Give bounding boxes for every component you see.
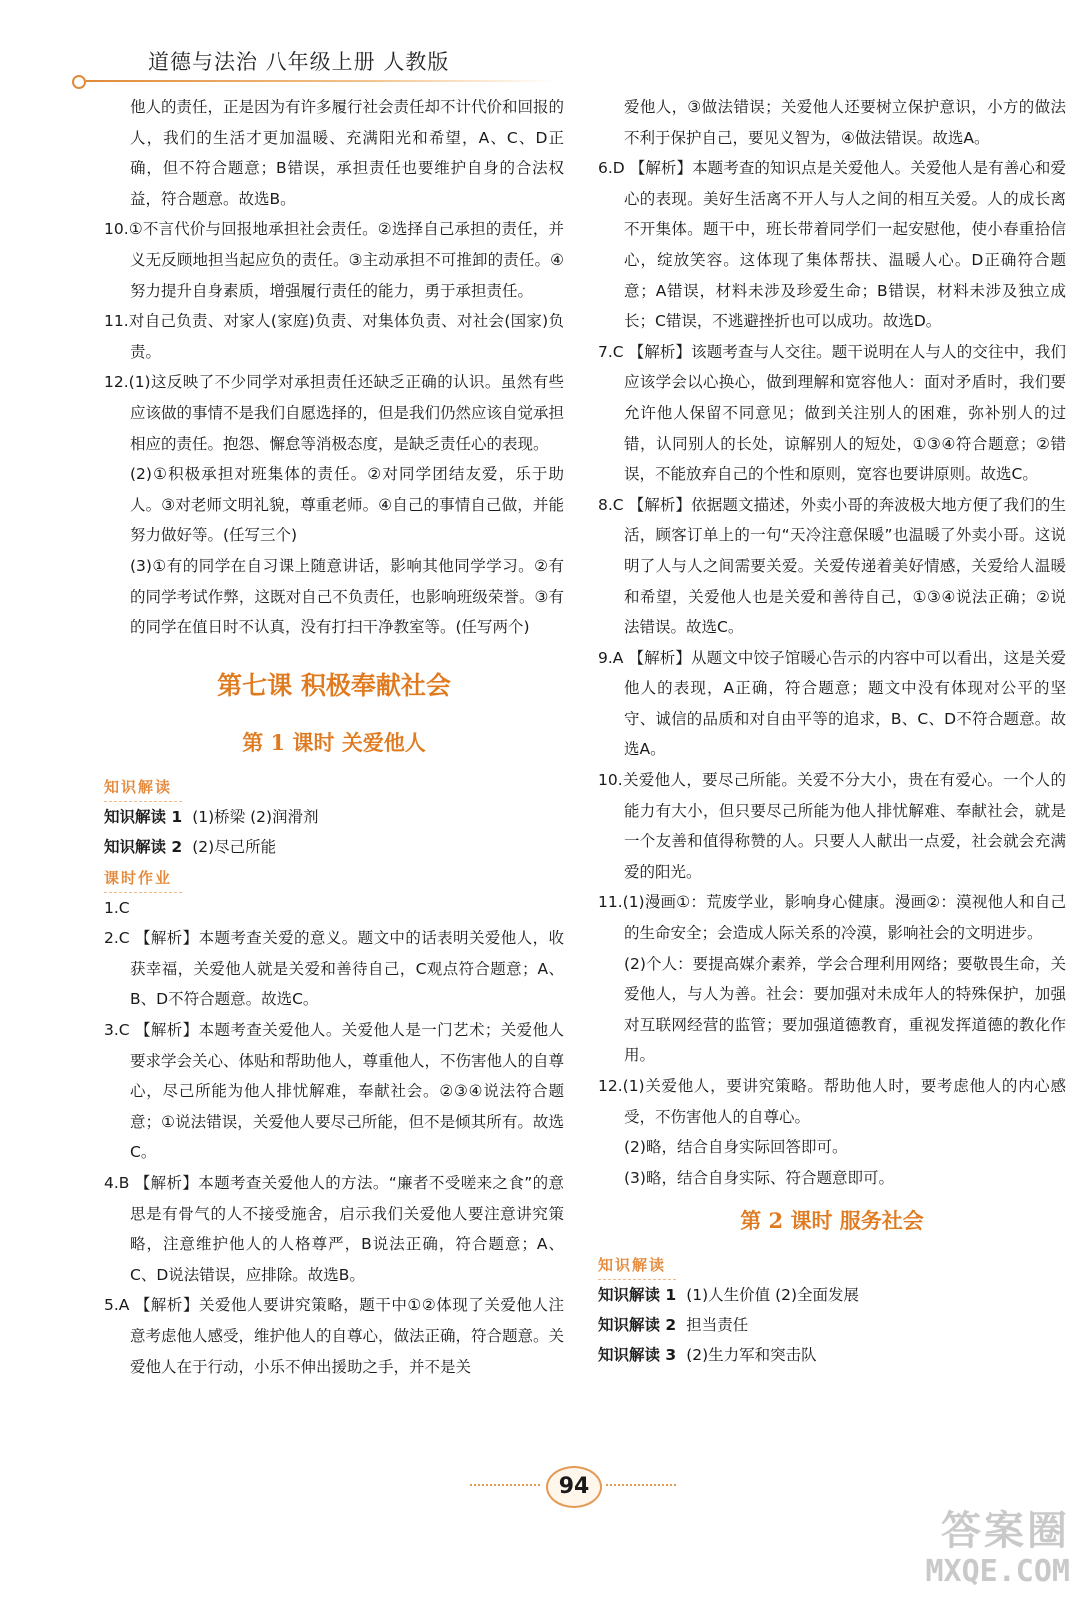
homework-answer-5: 5.A 【解析】关爱他人要讲究策略，题干中①②体现了关爱他人注意考虑他人感受，维护他人的自尊心，做法正确，符合题意。关爱他人在于行动，小乐不伸出援助之手，并不是关 (104, 1296, 565, 1376)
knowledge-value: (2)生力军和突击队 (686, 1346, 817, 1365)
knowledge-section-label: 知识解读 (598, 1251, 676, 1280)
homework-answer-7: 7.C 【解析】该题考查与人交往。题干说明在人与人的交往中，我们应该学会以心换心，做到理解和宽容他人：面对矛盾时，我们要允许他人保留不同意见；做到关注别人的困难，弥补别人的过错，认同别人的长处，谅解别人的短处，①③④符合题意；②错误，不能放弃自己的个性和原则，宽容也要讲原则。故选C。 (598, 342, 1066, 484)
knowledge-key: 知识解读 3 (598, 1346, 677, 1365)
knowledge-item (598, 1340, 1066, 1370)
knowledge-value: (1)桥梁 (2)润滑剂 (192, 807, 319, 826)
running-header-title: 道德与法治 八年级上册 人教版 (148, 50, 450, 74)
answer-12-part-3: (3)①有的同学在自习课上随意讲话，影响其他同学学习。②有的同学考试作弊，这既对自己不负责任，也影响班级荣誉。③有的同学在值日时不认真，没有打扫干净教室等。(任写两个) (130, 556, 564, 637)
answer-continuation: 他人的责任，正是因为有许多履行社会责任却不计代价和回报的人，我们的生活才更加温暖、充满阳光和希望，A、C、D正确，但不符合题意；B错误，承担责任也要维护自身的合法权益，符合题意。故选B。 (130, 98, 565, 208)
knowledge-key: 知识解读 2 (104, 837, 183, 856)
knowledge-item (104, 802, 564, 832)
knowledge-key: 知识解读 1 (598, 1286, 677, 1305)
page-number: 94 (546, 1466, 602, 1508)
footer-dots-left (470, 1484, 540, 1486)
footer-dots-right (606, 1484, 676, 1486)
header-rule (86, 80, 556, 82)
page-header (0, 0, 1081, 92)
page-footer (0, 1460, 1081, 1510)
knowledge-value: (1)人生价值 (2)全面发展 (686, 1286, 860, 1305)
knowledge-value: (2)尽己所能 (192, 837, 277, 856)
watermark-text: 答案圈 (941, 1508, 1070, 1554)
knowledge-section-label: 知识解读 (104, 773, 182, 802)
header-ornament-dot-icon (72, 75, 86, 89)
knowledge-key: 知识解读 2 (598, 1316, 677, 1335)
homework-answer-9: 9.A 【解析】从题文中饺子馆暖心告示的内容中可以看出，这是关爱他人的表现，A正确，符合题意；题文中没有体现对公平的坚守、诚信的品质和对自由平等的追求，B、C、D不符合题意。故选A。 (598, 648, 1066, 759)
homework-answer-11-part-1: 11.(1)漫画①：荒废学业，影响身心健康。漫画②：漠视他人和自己的生命安全；会造成人际关系的冷漠，影响社会的文明进步。 (598, 893, 1066, 943)
knowledge-item (598, 1280, 1066, 1310)
homework-answer-10: 10.关爱他人，要尽己所能。关爱不分大小，贵在有爱心。一个人的能力有大小，但只要尽己所能为他人排忧解难、奉献社会，就是一个友善和值得称赞的人。只要人人献出一点爱，社会就会充满爱的阳光。 (598, 771, 1066, 881)
homework-answer-4: 4.B 【解析】本题考查关爱他人的方法。“廉者不受嗟来之食”的意思是有骨气的人不接受施舍，启示我们关爱他人要注意讲究策略，注意维护他人的人格尊严，B说法正确，符合题意；A、C、D说法错误，应排除。故选B。 (104, 1174, 564, 1284)
knowledge-item (104, 832, 564, 862)
homework-answer-12-part-2: (2)略，结合自身实际回答即可。 (624, 1138, 848, 1157)
homework-section-label: 课时作业 (104, 864, 182, 893)
right-column (598, 92, 1066, 1370)
homework-answer-11-part-2: (2)个人：要提高媒介素养，学会合理利用网络；要敬畏生命，关爱他人，与人为善。社会：要加强对未成年人的特殊保护，加强对互联网经营的监管；要加强道德教育，重视发挥道德的教化作用。 (624, 954, 1066, 1065)
answer-12-part-2: (2)①积极承担对班集体的责任。②对同学团结友爱，乐于助人。③对老师文明礼貌，尊重老师。④自己的事情自己做，并能努力做好等。(任写三个) (130, 465, 564, 545)
homework-answer-8: 8.C 【解析】依据题文描述，外卖小哥的奔波极大地方便了我们的生活，顾客订单上的一句“天冷注意保暖”也温暖了外卖小哥。这说明了人与人之间需要关爱。关爱传递着美好情感，关爱给人温暖和希望，关爱他人也是关爱和善待自己，①③④说法正确；②说法错误。故选C。 (598, 495, 1066, 637)
homework-answer-3: 3.C 【解析】本题考查关爱他人。关爱他人是一门艺术；关爱他人要求学会关心、体贴和帮助他人，尊重他人，不伤害他人的自尊心，尽己所能为他人排忧解难，奉献社会。②③④说法符合题意；①说法错误，关爱他人要尽己所能，但不是倾其所有。故选C。 (104, 1021, 565, 1162)
knowledge-key: 知识解读 1 (104, 807, 183, 826)
homework-answer-1: 1.C (104, 898, 130, 917)
homework-answer-2: 2.C 【解析】本题考查关爱的意义。题文中的话表明关爱他人，收获幸福，关爱他人就是关爱和善待自己，C观点符合题意；A、B、D不符合题意。故选C。 (104, 929, 564, 1009)
answer-12-part-1: 12.(1)这反映了不少同学对承担责任还缺乏正确的认识。虽然有些应该做的事情不是我们自愿选择的，但是我们仍然应该自觉承担相应的责任。抱怨、懈怠等消极态度，是缺乏责任心的表现。 (104, 373, 565, 453)
watermark-logo (870, 1508, 1070, 1594)
left-column (104, 92, 564, 1382)
period-title-2: 第 2 课时 服务社会 (740, 1208, 924, 1234)
period-title-1: 第 1 课时 关爱他人 (242, 729, 426, 755)
answer-10: 10.①不言代价与回报地承担社会责任。②选择自己承担的责任，并义无反顾地担当起应负的责任。③主动承担不可推卸的责任。④努力提升自身素质，增强履行责任的能力，勇于承担责任。 (104, 220, 564, 300)
knowledge-item (598, 1310, 1066, 1340)
answer-5-continuation: 爱他人，③做法错误；关爱他人还要树立保护意识，小方的做法不利于保护自己，要见义智为，④做法错误。故选A。 (624, 98, 1066, 147)
homework-answer-12-part-3: (3)略，结合自身实际、符合题意即可。 (624, 1168, 894, 1187)
watermark-domain: MXQE.COM (925, 1554, 1070, 1589)
lesson-title: 第七课 积极奉献社会 (217, 670, 451, 700)
answer-11: 11.对自己负责、对家人(家庭)负责、对集体负责、对社会(国家)负责。 (104, 312, 564, 361)
homework-answer-6: 6.D 【解析】本题考查的知识点是关爱他人。关爱他人是有善心和爱心的表现。美好生活离不开人与人之间的相互关爱。人的成长离不开集体。题干中，班长带着同学们一起安慰他，使小春重拾信心，绽放笑容。这体现了集体帮扶、温暖人心。D正确符合题意；A错误，材料未涉及珍爱生命；B错误，材料未涉及独立成长；C错误，不逃避挫折也可以成功。故选D。 (598, 159, 1066, 331)
knowledge-value: 担当责任 (686, 1316, 749, 1335)
homework-answer-12-part-1: 12.(1)关爱他人，要讲究策略。帮助他人时，要考虑他人的内心感受，不伤害他人的自尊心。 (598, 1077, 1066, 1126)
